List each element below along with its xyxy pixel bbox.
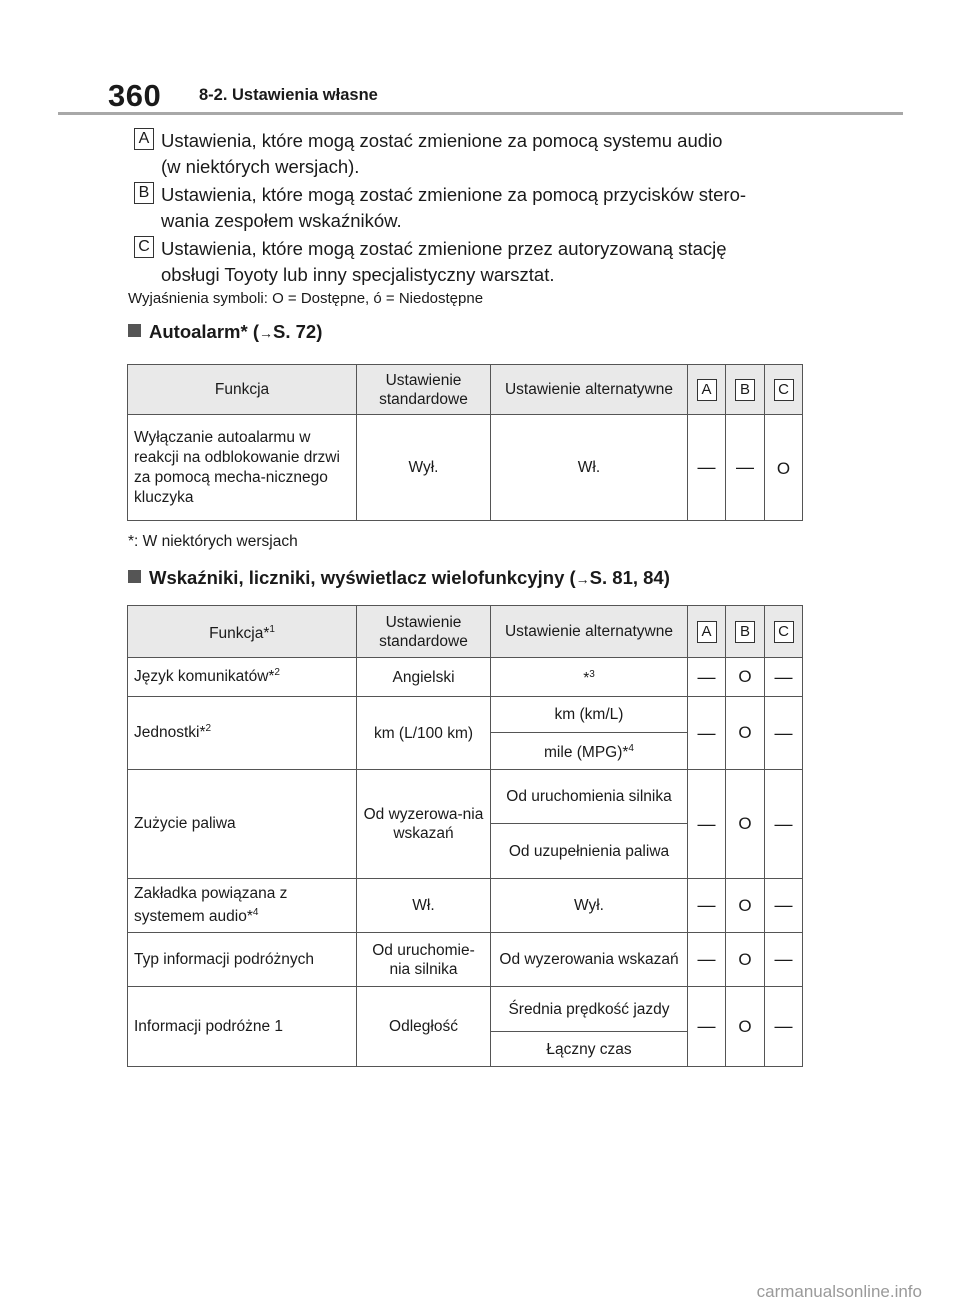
header-alternative: Ustawienie alternatywne	[491, 606, 688, 658]
section-title: 8-2. Ustawienia własne	[199, 86, 378, 104]
cell-b: O	[726, 770, 765, 879]
footnote-ref: 4	[252, 907, 259, 919]
cell-alternative-2: Łączny czas	[491, 1032, 688, 1067]
badge-b: B	[134, 182, 154, 204]
header-badge-a: A	[697, 621, 717, 643]
cell-a: —	[688, 879, 726, 933]
cell-a: —	[688, 987, 726, 1067]
cell-function: Wyłączanie autoalarmu w reakcji na odblokowanie drzwi za pomocą mecha-nicznego kluczyka	[128, 415, 357, 521]
header-alternative: Ustawienie alternatywne	[491, 365, 688, 415]
cell-b: O	[726, 879, 765, 933]
footnote: *: W niektórych wersjach	[128, 533, 298, 550]
footnote-ref: 3	[589, 669, 595, 681]
cell-alternative-1: Od uruchomienia silnika	[491, 770, 688, 824]
header-badge-c: C	[774, 379, 794, 401]
cell-c: —	[765, 933, 803, 987]
section2-ref: S. 81, 84)	[589, 567, 670, 588]
cell-c: O	[765, 415, 803, 521]
table-row	[128, 658, 803, 697]
autoalarm-table	[127, 364, 803, 521]
section1-ref: S. 72)	[273, 321, 323, 342]
cell-alternative-1: Średnia prędkość jazdy	[491, 987, 688, 1032]
header-badge-c: C	[774, 621, 794, 643]
cell-default: Wł.	[357, 879, 491, 933]
header-function: Funkcja	[128, 365, 357, 415]
cell-c: —	[765, 770, 803, 879]
header-badge-b: B	[735, 379, 755, 401]
meters-table	[127, 605, 803, 1067]
header-default: Ustawienie standardowe	[357, 606, 491, 658]
page-header	[58, 78, 903, 115]
cell-alternative-2: Od uzupełnienia paliwa	[491, 824, 688, 879]
square-bullet-icon	[128, 570, 141, 583]
cell-function: Jednostki*	[134, 724, 206, 742]
intro-a-line1: Ustawienia, które mogą zostać zmienione za pomocą systemu audio	[161, 130, 723, 151]
cell-a: —	[688, 415, 726, 521]
footnote-ref: 2	[205, 723, 212, 735]
intro-a-line2: (w niektórych wersjach).	[161, 156, 360, 177]
header-badge-b: B	[735, 621, 755, 643]
cell-b: O	[726, 697, 765, 770]
section2-heading	[128, 567, 670, 589]
cell-function: Zakładka powiązana z systemem audio*	[134, 885, 288, 926]
cell-alternative: *	[583, 670, 590, 688]
intro-a-text	[161, 128, 811, 180]
cell-c: —	[765, 987, 803, 1067]
cell-function: Zużycie paliwa	[128, 770, 357, 879]
table-row	[128, 879, 803, 933]
section1-title: Autoalarm* (	[149, 321, 259, 342]
cell-default: km (L/100 km)	[357, 697, 491, 770]
footnote-ref: 1	[269, 623, 275, 635]
cell-default: Od wyzerowa-nia wskazań	[357, 770, 491, 879]
cell-default: Od uruchomie-nia silnika	[357, 933, 491, 987]
table-row	[128, 987, 803, 1032]
cell-function: Typ informacji podróżnych	[128, 933, 357, 987]
intro-c-line1: Ustawienia, które mogą zostać zmienione przez autoryzowaną stację	[161, 238, 727, 259]
table-row	[128, 697, 803, 733]
table-row	[128, 933, 803, 987]
footnote-ref: 4	[628, 743, 634, 755]
badge-a: A	[134, 128, 154, 150]
table-row	[128, 770, 803, 824]
watermark: carmanualsonline.info	[756, 1282, 922, 1301]
badge-c: C	[134, 236, 154, 258]
arrow-right-icon: →	[259, 325, 273, 341]
header-function: Funkcja*	[209, 625, 270, 643]
cell-a: —	[688, 770, 726, 879]
section2-title: Wskaźniki, liczniki, wyświetlacz wielofunkcyjny (	[149, 567, 576, 588]
symbol-legend: Wyjaśnienia symboli: O = Dostępne, ó = Niedostępne	[128, 290, 484, 307]
cell-c: —	[765, 697, 803, 770]
cell-function: Język komunikatów*	[134, 668, 275, 686]
intro-c-text	[161, 236, 811, 288]
cell-b: —	[726, 415, 765, 521]
intro-b-line2: wania zespołem wskaźników.	[161, 210, 402, 231]
cell-alternative: Od wyzerowania wskazań	[491, 933, 688, 987]
cell-b: O	[726, 987, 765, 1067]
cell-default: Wył.	[357, 415, 491, 521]
cell-alternative-1: km (km/L)	[491, 697, 688, 733]
header-default: Ustawienie standardowe	[357, 365, 491, 415]
cell-default: Odległość	[357, 987, 491, 1067]
cell-c: —	[765, 879, 803, 933]
cell-default: Angielski	[357, 658, 491, 697]
cell-alternative-2: mile (MPG)*	[544, 744, 629, 762]
footnote-ref: 2	[274, 667, 280, 679]
square-bullet-icon	[128, 324, 141, 337]
cell-a: —	[688, 658, 726, 697]
section1-heading	[128, 321, 322, 343]
cell-b: O	[726, 658, 765, 697]
page-number: 360	[108, 78, 162, 113]
cell-alternative: Wył.	[491, 879, 688, 933]
intro-c-line2: obsługi Toyoty lub inny specjalistyczny warsztat.	[161, 264, 555, 285]
cell-c: —	[765, 658, 803, 697]
intro-b-text	[161, 182, 811, 234]
table-row	[128, 415, 803, 521]
intro-b-line1: Ustawienia, które mogą zostać zmienione za pomocą przycisków stero-	[161, 184, 747, 205]
cell-a: —	[688, 697, 726, 770]
cell-function: Informacji podróżne 1	[128, 987, 357, 1067]
cell-alternative: Wł.	[491, 415, 688, 521]
arrow-right-icon: →	[575, 571, 590, 587]
cell-a: —	[688, 933, 726, 987]
cell-b: O	[726, 933, 765, 987]
header-badge-a: A	[697, 379, 717, 401]
